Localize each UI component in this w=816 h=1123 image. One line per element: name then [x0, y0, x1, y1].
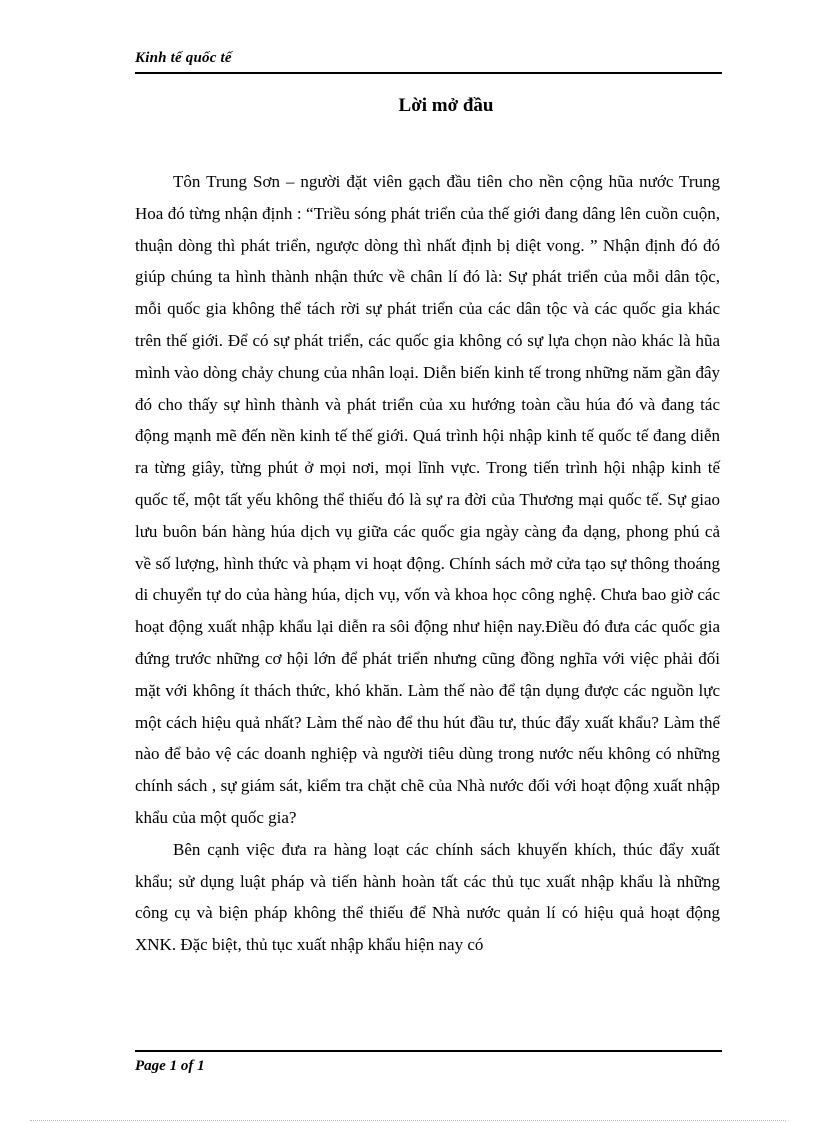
document-body [135, 166, 720, 961]
page-footer [135, 1050, 722, 1074]
page-number: Page 1 of 1 [135, 1058, 205, 1074]
page-bottom-border [30, 1120, 786, 1121]
document-title: Lời mở đầu [398, 95, 494, 116]
paragraph: Bên cạnh việc đưa ra hàng loạt các chính sách khuyến khích, thúc đẩy xuất khẩu; sử dụng luật pháp và tiến hành hoàn tất các thủ tục xuất nhập khẩu là những công cụ và biện pháp không thể thiếu để Nhà nước quản lí có hiệu quả hoạt động XNK. Đặc biệt, thủ tục xuất nhập khẩu hiện nay có [135, 839, 720, 955]
paragraph: Tôn Trung Sơn – người đặt viên gạch đầu tiên cho nền cộng hũa nước Trung Hoa đó từng nhận định : “Triều sóng phát triển của thế giới đang dâng lên cuồn cuộn, thuận dòng thì phát triển, ngược dòng thì nhất định bị diệt vong. ” Nhận định đó đó giúp chúng ta hình thành nhận thức về chân lí đó là: Sự phát triển của mỗi dân tộc, mỗi quốc gia không thể tách rời sự phát triển của các dân tộc và các quốc gia khác trên thế giới. Để có sự phát triển, các quốc gia không có sự lựa chọn nào khác là hũa mình vào dòng chảy chung của nhân loại. Diễn biến kinh tế trong những năm gần đây đó cho thấy sự hình thành và phát triển của xu hướng toàn cầu húa đó và đang tác động mạnh mẽ đến nền kinh tế thế giới. Quá trình hội nhập kinh tế quốc tế đang diễn ra từng giây, từng phút ở mọi nơi, mọi lĩnh vực. Trong tiến trình hội nhập kinh tế quốc tế, một tất yếu không thể thiếu đó là sự ra đời của Thương mại quốc tế. Sự giao lưu buôn bán hàng húa dịch vụ giữa các quốc gia ngày càng đa dạng, phong phú cả về số lượng, hình thức và phạm vi hoạt động. Chính sách mở cửa tạo sự thông thoáng di chuyển tự do của hàng húa, dịch vụ, vốn và khoa học công nghệ. Chưa bao giờ các hoạt động xuất nhập khẩu lại diễn ra sôi động như hiện nay.Điều đó đưa các quốc gia đứng trước những cơ hội lớn để phát triển nhưng cũng đồng nghĩa với việc phải đối mặt với không ít thách thức, khó khăn. Làm thế nào để tận dụng được các nguồn lực một cách hiệu quả nhất? Làm thế nào để thu hút đầu tư, thúc đẩy xuất khẩu? Làm thế nào để bảo vệ các doanh nghiệp và người tiêu dùng trong nước nếu không có những chính sách , sự giám sát, kiểm tra chặt chẽ của Nhà nước đối với hoạt động xuất nhập khẩu của một quốc gia? [135, 172, 720, 827]
page-header [135, 48, 722, 74]
header-title: Kinh tế quốc tế [135, 50, 232, 66]
